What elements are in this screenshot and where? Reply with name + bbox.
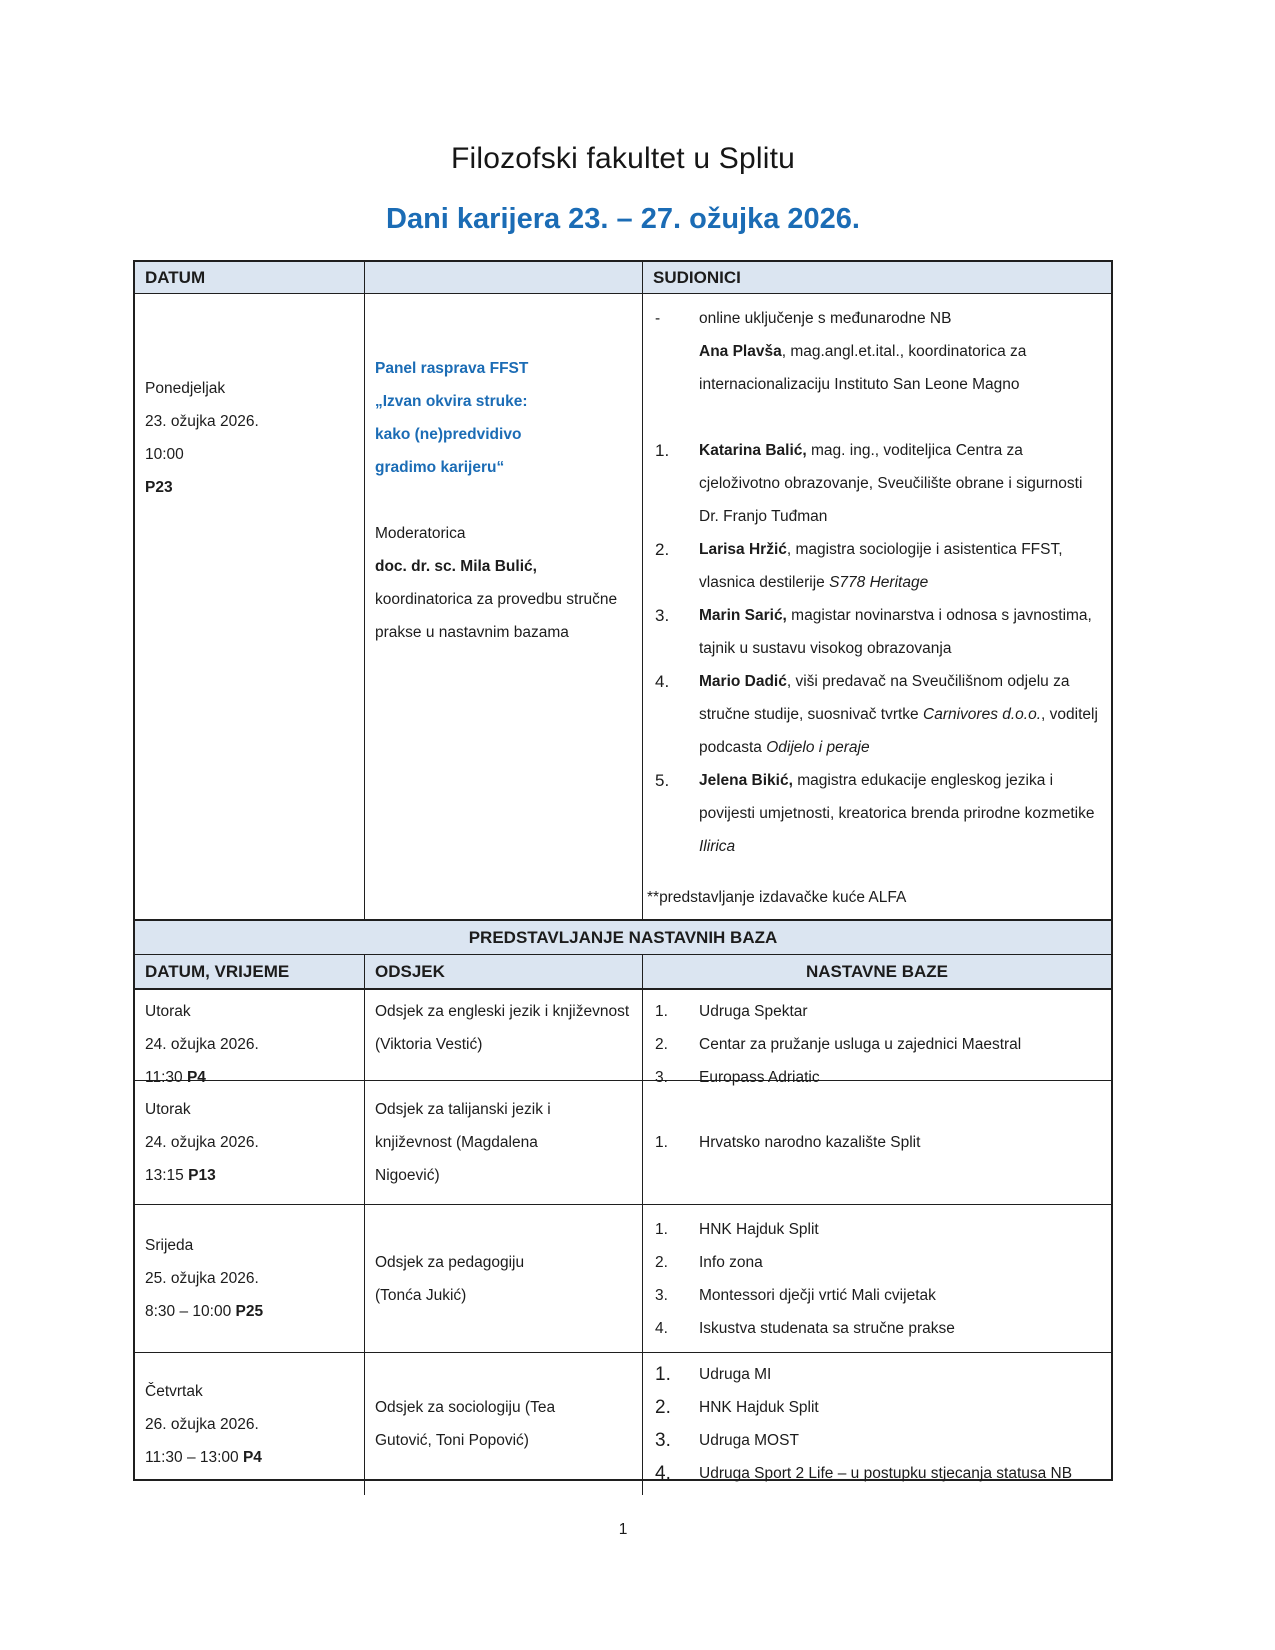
table2-header-row: [135, 955, 1111, 989]
table1-header-sudionici: SUDIONICI: [642, 262, 1111, 293]
section-header: PREDSTAVLJANJE NASTAVNIH BAZA: [135, 919, 1111, 955]
table1-header-datum: DATUM: [145, 268, 206, 287]
participant-name: Mario Dadić: [699, 673, 787, 690]
datum-text: Utorak 24. ožujka 2026.: [145, 1003, 259, 1053]
baza-item: [655, 995, 1101, 1028]
table1-main-row: [135, 294, 1111, 919]
moderator-name: doc. dr. sc. Mila Bulić,: [375, 558, 537, 575]
participant-name: Jelena Bikić,: [699, 772, 793, 789]
baza-number: 4.: [655, 1319, 668, 1337]
participant-item: [655, 434, 1101, 533]
baza-number: 3.: [655, 1069, 668, 1086]
baza-number: 1.: [655, 1003, 668, 1020]
baza-item: [655, 1279, 1101, 1312]
odsjek-text: Odsjek za pedagogiju (Tonća Jukić): [375, 1253, 525, 1304]
room-code: P23: [145, 479, 173, 496]
participant-text: Larisa Hržić, magistra sociologije i asistentica FFST, vlasnica destilerije S778 Heritage: [699, 541, 1063, 591]
table2-row-utorak-1130: [135, 989, 1111, 1086]
online-item: [655, 302, 1101, 401]
baza-text: Montessori dječji vrtić Mali cvijetak: [699, 1286, 936, 1304]
baza-item: [655, 1424, 1101, 1457]
online-name: Ana Plavša: [699, 343, 782, 360]
participant-text: Mario Dadić, viši predavač na Sveučilišnom odjelu za stručne studije, suosnivač tvrtke Carnivores d.o.o., voditelj podcasta Odijelo i peraje: [699, 673, 1098, 756]
baza-number: 1.: [655, 1134, 668, 1151]
baza-item: [655, 1358, 1101, 1391]
blank-line: [375, 484, 632, 517]
baza-item: [655, 1126, 1101, 1159]
baza-text: HNK Hajduk Split: [699, 1399, 819, 1416]
baza-number: 3.: [655, 1430, 671, 1451]
baza-text: Udruga Spektar: [699, 1003, 808, 1020]
participant-number: 3.: [655, 606, 670, 625]
baza-item: [655, 1028, 1101, 1061]
participant-item: [655, 764, 1101, 863]
baza-text: Hrvatsko narodno kazalište Split: [699, 1134, 921, 1151]
page-number: 1: [618, 1521, 628, 1538]
table2-row-cetvrtak: [135, 1352, 1111, 1484]
table2-row-srijeda: [135, 1204, 1111, 1352]
online-text: [699, 302, 1101, 401]
participant-number: 4.: [655, 672, 670, 691]
baza-number: 1.: [655, 1364, 671, 1385]
cell-baze: [642, 1081, 1111, 1204]
table2-row-utorak-1315: [135, 1080, 1111, 1204]
baza-item: [655, 1312, 1101, 1345]
room-code: P4: [242, 1448, 262, 1466]
room-code: P13: [188, 1167, 216, 1184]
time-room: 11:30 P4: [145, 1069, 206, 1086]
cell-odsjek: [364, 1353, 642, 1495]
table2-header-baze: NASTAVNE BAZE: [642, 955, 1111, 988]
table2-header-odsjek: ODSJEK: [364, 955, 642, 988]
participant-number: 1.: [655, 441, 670, 460]
cell-datum: [135, 1353, 364, 1495]
participant-name: Marin Sarić,: [699, 607, 787, 624]
room-code: P25: [235, 1303, 264, 1320]
time-room: 13:15 P13: [145, 1167, 216, 1184]
participant-number: 2.: [655, 540, 670, 559]
baza-text: Iskustva studenata sa stručne prakse: [699, 1319, 955, 1337]
datum-text: Utorak 24. ožujka 2026.: [145, 1101, 259, 1151]
participant-text: Jelena Bikić, magistra edukacije engleskog jezika i povijesti umjetnosti, kreatorica brenda prirodne kozmetike Ilirica: [699, 772, 1095, 855]
baza-item: [655, 1457, 1101, 1490]
baza-item: [655, 1391, 1101, 1424]
baza-number: 1.: [655, 1220, 668, 1238]
datum-text: Ponedjeljak 23. ožujka 2026. 10:00: [145, 380, 259, 463]
cell-panel: [364, 294, 642, 919]
online-rest: , mag.angl.et.ital., koordinatorica za internacionalizaciju Instituto San Leone Magno: [699, 343, 1027, 393]
baza-text: Udruga Sport 2 Life – u postupku stjecanja statusa NB: [699, 1465, 1073, 1482]
baza-number: 4.: [655, 1463, 671, 1484]
moderator-desc: koordinatorica za provedbu stručne prakse u nastavnim bazama: [375, 591, 618, 641]
participant-item: [655, 533, 1101, 599]
participant-item: [655, 599, 1101, 665]
room-code: P4: [186, 1069, 206, 1086]
participant-number: 5.: [655, 771, 670, 790]
baza-number: 2.: [655, 1253, 668, 1271]
table2-header-datum: DATUM, VRIJEME: [145, 962, 290, 981]
participant-name: Katarina Balić,: [699, 442, 807, 459]
baza-text: HNK Hajduk Split: [699, 1220, 819, 1238]
cell-baze: [642, 1353, 1111, 1495]
baza-text: Europass Adriatic: [699, 1069, 820, 1086]
table1-header-row: [135, 262, 1111, 294]
cell-odsjek: [364, 1205, 642, 1352]
cell-odsjek: [364, 1081, 642, 1204]
baza-text: Udruga MOST: [699, 1432, 799, 1449]
baza-number: 2.: [655, 1036, 668, 1053]
schedule-table: [133, 260, 1113, 1484]
participant-text: Marin Sarić, magistar novinarstva i odnosa s javnostima, tajnik u sustavu visokog obrazovanja: [699, 607, 1092, 657]
moderator-label: Moderatorica: [375, 525, 466, 542]
document-content: [133, 0, 1113, 1539]
table1-header-empty: [364, 262, 642, 293]
baza-text: Info zona: [699, 1253, 763, 1271]
baza-item: [655, 1246, 1101, 1279]
page-subtitle: Dani karijera 23. – 27. ožujka 2026.: [386, 203, 860, 235]
panel-title: Panel rasprava FFST „Izvan okvira struke: kako (ne)predvidivo gradimo karijeru“: [375, 360, 529, 476]
online-line1: online uključenje s međunarodne NB: [699, 310, 952, 327]
cell-datum: [135, 294, 364, 919]
baza-number: 3.: [655, 1286, 668, 1304]
baza-number: 2.: [655, 1397, 671, 1418]
alfa-footnote: **predstavljanje izdavačke kuće ALFA: [647, 889, 907, 906]
baza-text: Udruga MI: [699, 1366, 772, 1383]
online-marker: -: [655, 310, 661, 327]
cell-datum: [135, 1205, 364, 1352]
page-title: Filozofski fakultet u Splitu: [450, 142, 796, 175]
datum-text: Srijeda 25. ožujka 2026.: [145, 1237, 259, 1287]
baza-text: Centar za pružanje usluga u zajednici Maestral: [699, 1036, 1022, 1053]
odsjek-text: Odsjek za engleski jezik i književnost (Viktoria Vestić): [375, 1003, 630, 1053]
participant-item: [655, 665, 1101, 764]
datum-text: Četvrtak 26. ožujka 2026.: [145, 1382, 259, 1433]
odsjek-text: Odsjek za talijanski jezik i književnost (Magdalena Nigoević): [375, 1101, 551, 1184]
cell-sudionici: [642, 294, 1111, 919]
time-room: 11:30 – 13:00 P4: [145, 1448, 262, 1466]
participant-text: Katarina Balić, mag. ing., voditeljica Centra za cjeloživotno obrazovanje, Sveučilište obrane i sigurnosti Dr. Franjo Tuđman: [699, 442, 1083, 525]
blank-line: [655, 401, 1101, 434]
baza-item: [655, 1213, 1101, 1246]
participant-name: Larisa Hržić: [699, 541, 787, 558]
time-room: 8:30 – 10:00 P25: [145, 1303, 264, 1320]
odsjek-text: Odsjek za sociologiju (Tea Gutović, Toni Popović): [375, 1399, 556, 1449]
cell-baze: [642, 1205, 1111, 1352]
cell-datum: [135, 1081, 364, 1204]
